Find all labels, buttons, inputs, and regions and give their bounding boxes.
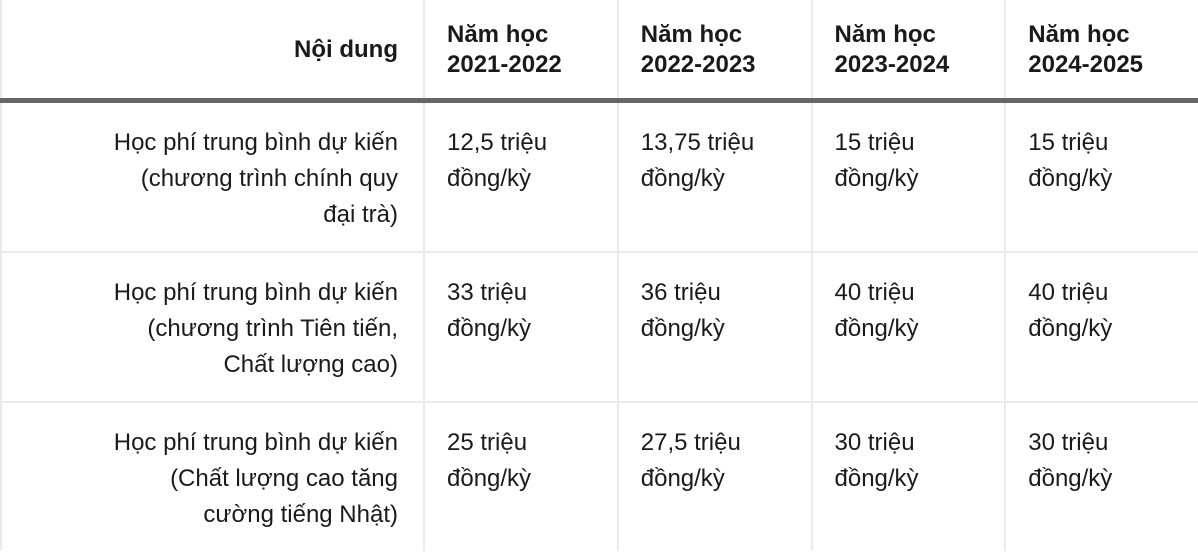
table-body	[1, 101, 1198, 552]
value-cell: 30 triệu đồng/kỳ	[812, 402, 1006, 551]
table-header	[1, 0, 1198, 101]
column-header-noi-dung: Nội dung	[1, 0, 424, 101]
value-cell: 36 triệu đồng/kỳ	[618, 252, 812, 402]
row-label-cell: Học phí trung bình dự kiến (Chất lượng cao tăng cường tiếng Nhật)	[1, 402, 424, 551]
column-header-year-2022-2023: Năm học 2022-2023	[618, 0, 812, 101]
table-row-advanced-program	[1, 252, 1198, 402]
header-row	[1, 0, 1198, 101]
value-cell: 25 triệu đồng/kỳ	[424, 402, 618, 551]
table-row-regular-program	[1, 101, 1198, 253]
value-cell: 15 triệu đồng/kỳ	[812, 101, 1006, 253]
value-cell: 33 triệu đồng/kỳ	[424, 252, 618, 402]
column-header-year-2023-2024: Năm học 2023-2024	[812, 0, 1006, 101]
row-label-cell: Học phí trung bình dự kiến (chương trình chính quy đại trà)	[1, 101, 424, 253]
value-cell: 40 triệu đồng/kỳ	[1005, 252, 1198, 402]
column-header-year-2021-2022: Năm học 2021-2022	[424, 0, 618, 101]
value-cell: 15 triệu đồng/kỳ	[1005, 101, 1198, 253]
value-cell: 13,75 triệu đồng/kỳ	[618, 101, 812, 253]
table-row-japanese-program	[1, 402, 1198, 551]
value-cell: 12,5 triệu đồng/kỳ	[424, 101, 618, 253]
row-label-cell: Học phí trung bình dự kiến (chương trình Tiên tiến, Chất lượng cao)	[1, 252, 424, 402]
column-header-year-2024-2025: Năm học 2024-2025	[1005, 0, 1198, 101]
value-cell: 30 triệu đồng/kỳ	[1005, 402, 1198, 551]
value-cell: 40 triệu đồng/kỳ	[812, 252, 1006, 402]
value-cell: 27,5 triệu đồng/kỳ	[618, 402, 812, 551]
